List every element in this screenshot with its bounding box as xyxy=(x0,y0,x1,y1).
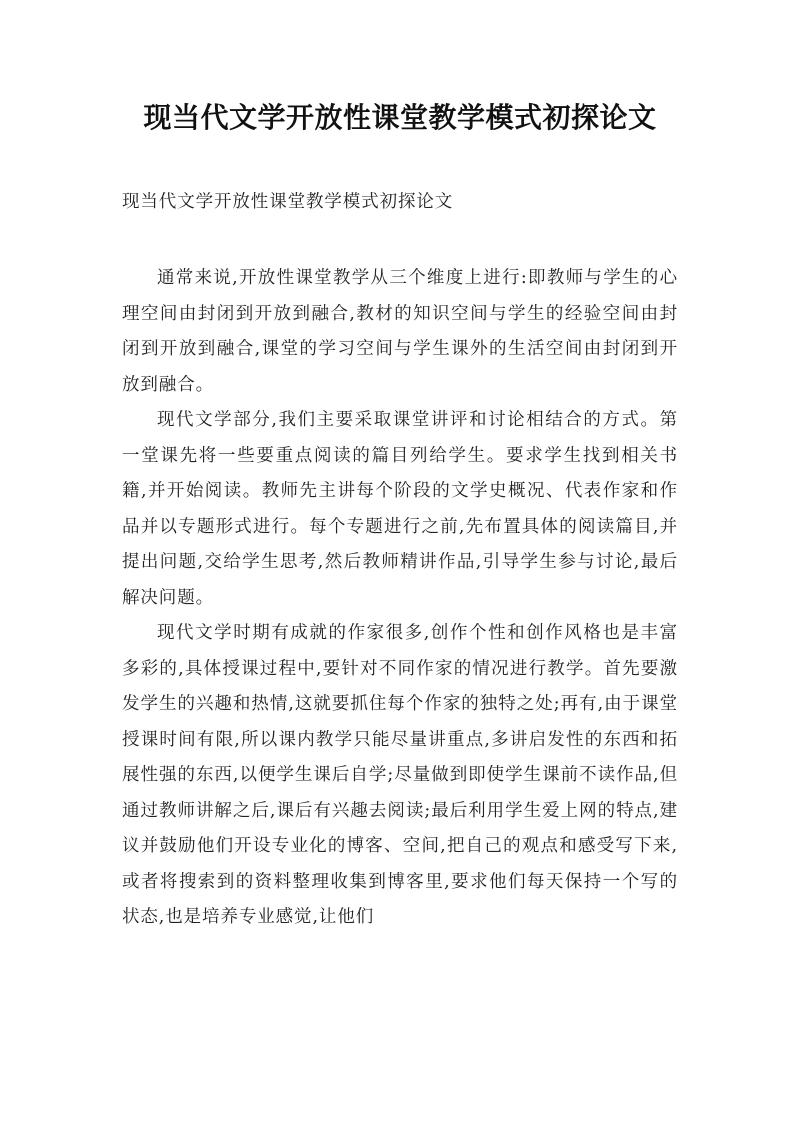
paragraph: 现代文学时期有成就的作家很多,创作个性和创作风格也是丰富多彩的,具体授课过程中,要针对不同作家的情况进行教学。首先要激发学生的兴趣和热情,这就要抓住每个作家的独特之处;再有,由于课堂授课时间有限,所以课内教学只能尽量讲重点,多讲启发性的东西和拓展性强的东西,以便学生课后自学;尽量做到即使学生课前不读作品,但通过教师讲解之后,课后有兴趣去阅读;最后利用学生爱上网的特点,建议并鼓励他们开设专业化的博客、空间,把自己的观点和感受写下来,或者将搜索到的资料整理收集到博客里,要求他们每天保持一个写的状态,也是培养专业感觉,让他们 xyxy=(122,623,678,927)
document-title: 现当代文学开放性课堂教学模式初探论文 xyxy=(143,101,657,134)
document-body xyxy=(122,261,678,936)
document-subtitle: 现当代文学开放性课堂教学模式初探论文 xyxy=(122,192,454,212)
paragraph: 通常来说,开放性课堂教学从三个维度上进行:即教师与学生的心理空间由封闭到开放到融合,教材的知识空间与学生的经验空间由封闭到开放到融合,课堂的学习空间与学生课外的生活空间由封闭到开放到融合。 xyxy=(122,268,678,395)
paragraph: 现代文学部分,我们主要采取课堂讲评和讨论相结合的方式。第一堂课先将一些要重点阅读的篇目列给学生。要求学生找到相关书籍,并开始阅读。教师先主讲每个阶段的文学史概况、代表作家和作品并以专题形式进行。每个专题进行之前,先布置具体的阅读篇目,并提出问题,交给学生思考,然后教师精讲作品,引导学生参与讨论,最后解决问题。 xyxy=(122,410,678,608)
